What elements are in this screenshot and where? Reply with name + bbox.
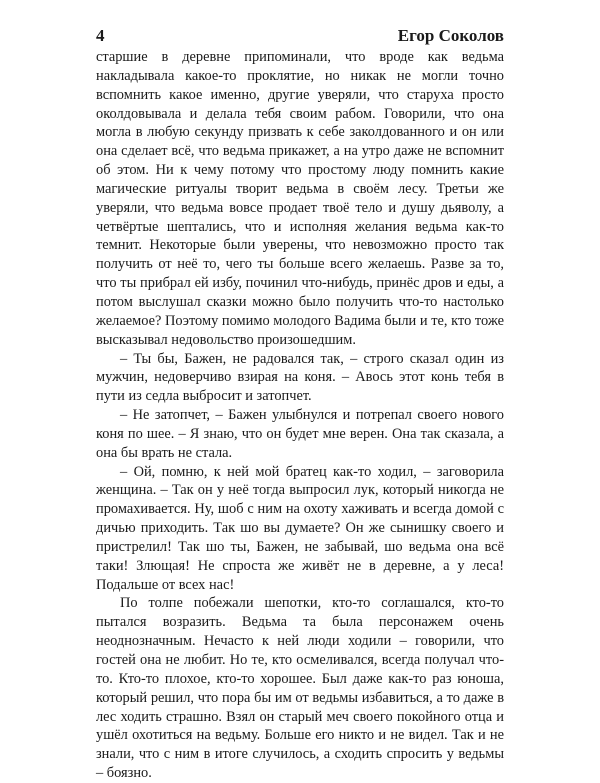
author-name: Егор Соколов bbox=[397, 26, 504, 45]
book-page bbox=[96, 24, 504, 783]
paragraph: По толпе побежали шепотки, кто-то соглашался, кто-то пытался возразить. Ведьма та была персонажем очень неоднозначным. Нечасто к ней люди ходили – говорили, что гостей она не любит. Но те, кто осмеливался, всегда получал что-то. Кто-то плохое, кто-то хорошее. Был даже как-то раз юноша, который решил, что пора бы им от ведьмы избавиться, а то даже в лес ходить страшно. Взял он старый меч своего покойного отца и ушёл охотиться на ведьму. Больше его никто и не видел. Так и не знали, что с ним в итоге случилось, а сходить спросить у ведьмы – боязно. bbox=[96, 595, 504, 782]
paragraph: старшие в деревне припоминали, что вроде как ведьма накладывала какое-то проклятие, но никак не могли точно вспомнить какое именно, другие уверяли, что старуха просто околдовывала и делала тебя своим рабом. Говорили, что она могла в любую секунду призвать к себе заколдованного и он или она сделает всё, что ведьма прикажет, а на утро даже не вспомнит об этом. Ни к чему потому что простому люду помнить какие магические ритуалы творит ведьма в своём лесу. Третьи же уверяли, что ведьма вовсе продает твоё тело и душу дьяволу, а четвёртые шептались, что и исполняя желания ведьма как-то темнит. Некоторые были уверены, что невозможно просто так получить от неё то, чего ты больше всего желаешь. Разве за то, что ты прибрал ей избу, починил что-нибудь, принёс дров и еды, а потом выслушал сказки можно было получить что-то настолько желаемое? Поэтому помимо молодого Вадима были и те, кто тоже высказывал недовольство произошедшим. bbox=[96, 49, 504, 348]
body-text bbox=[96, 48, 504, 783]
paragraph: – Не затопчет, – Бажен улыбнулся и потрепал своего нового коня по шее. – Я знаю, что он будет мне верен. Она так сказала, а она бы врать не стала. bbox=[96, 407, 504, 461]
page-number: 4 bbox=[96, 26, 105, 45]
running-header bbox=[96, 24, 504, 48]
paragraph: – Ой, помню, к ней мой братец как-то ходил, – заговорила женщина. – Так он у неё тогда выпросил лук, который никогда не промахивается. Ну, шоб с ним на охоту хаживать и всегда домой с дичью приходить. Так шо вы думаете? Он же сынишку своего и пристрелил! Так шо ты, Бажен, не забывай, шо ведьма она всё таки! Злющая! Не спроста же живёт не в деревне, а у леса! Подальше от всех нас! bbox=[96, 463, 504, 593]
paragraph: – Ты бы, Бажен, не радовался так, – строго сказал один из мужчин, недоверчиво взирая на коня. – Авось этот конь тебя в пути из седла выбросит и затопчет. bbox=[96, 350, 504, 405]
